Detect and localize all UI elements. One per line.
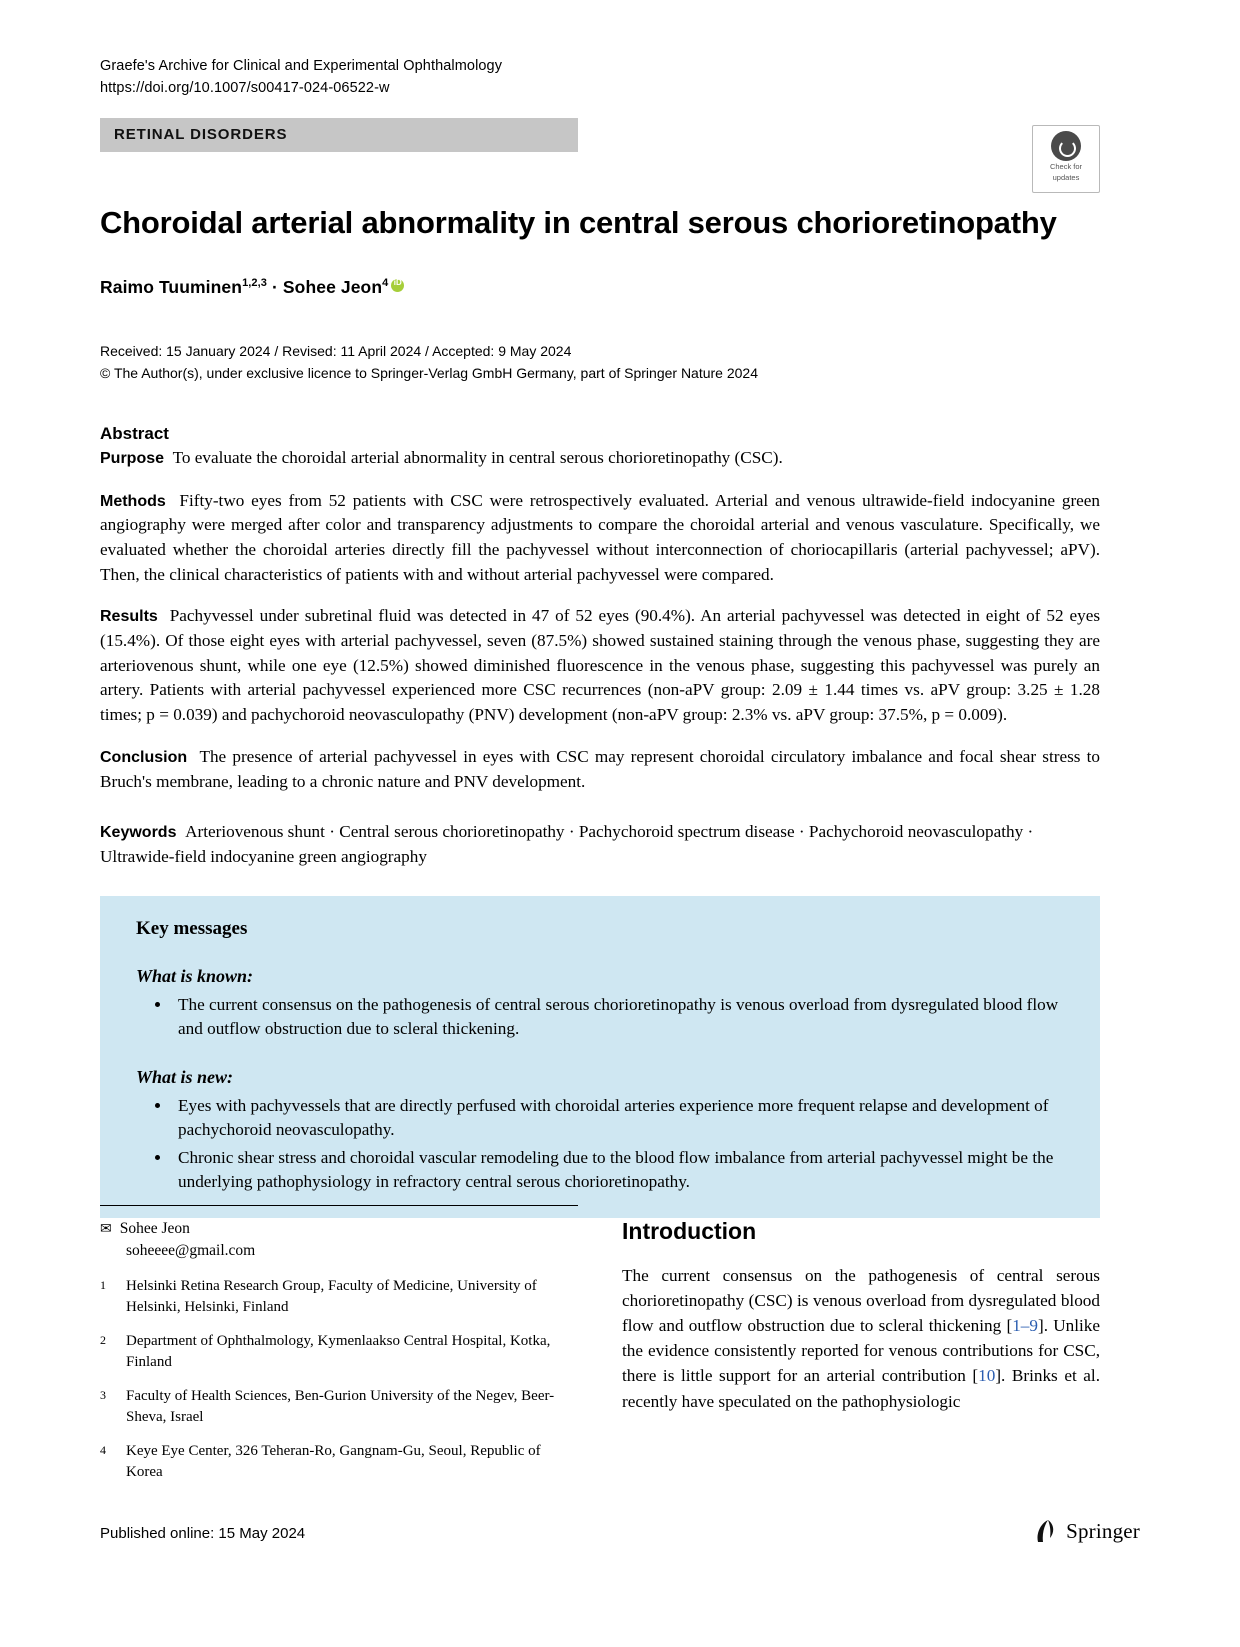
abstract-results-text: Pachyvessel under subretinal fluid was detected in 47 of 52 eyes (90.4%). An arterial pachyvessel was detected in eight of 52 eyes (15.4%). Of those eight eyes with arterial pachyvessel, seven (87.5%) showed sustained staining through the venous phase, suggesting they are arteriovenous shunt, while one eye (12.5%) showed diminished fluorescence in the venous phase, suggesting this pachyvessel was purely an artery. Patients with arterial pachyvessel experienced more CSC recurrences (non-aPV group: 2.09 ± 1.44 times vs. aPV group: 3.25 ± 1.28 times; p = 0.039) and pachychoroid neovasculopathy (PNV) development (non-aPV group: 2.3% vs. aPV group: 37.5%, p = 0.009). xyxy=(100,606,1101,725)
page-title: Choroidal arterial abnormality in central serous chorioretinopathy xyxy=(100,204,1057,240)
what-is-new-list xyxy=(150,1094,1078,1194)
abstract-heading: Abstract xyxy=(100,424,169,444)
abstract-purpose xyxy=(100,446,1100,471)
author-affil-marker-2: 4 xyxy=(382,276,389,289)
citation-link-1[interactable]: 1–9 xyxy=(1012,1316,1038,1336)
list-item: • The current consensus on the pathogenesis of central serous chorioretinopathy is venous overload from dysregulated blood flow and outflow obstruction due to scleral thickening. xyxy=(172,993,1078,1041)
introduction-paragraph xyxy=(622,1263,1100,1414)
corresponding-author-email[interactable]: soheeee@gmail.com xyxy=(126,1242,256,1260)
badge-line-1: Check for xyxy=(1049,162,1083,171)
abstract-conclusion-label: Conclusion xyxy=(100,748,188,766)
introduction-column xyxy=(622,1218,1100,1483)
abstract-results-label: Results xyxy=(100,608,158,626)
abstract-purpose-text: To evaluate the choroidal arterial abnormality in central serous chorioretinopathy (CSC). xyxy=(172,448,783,468)
keywords-label: Keywords xyxy=(100,824,177,842)
abstract-conclusion-text: The presence of arterial pachyvessel in eyes with CSC may represent choroidal circulatory imbalance and focal shear stress to Bruch's membrane, leading to a chronic nature and PNV development. xyxy=(100,746,1101,791)
affiliation-number: 3 xyxy=(100,1387,106,1402)
affiliation-text: Department of Ophthalmology, Kymenlaakso Central Hospital, Kotka, Finland xyxy=(126,1332,551,1370)
publisher-logo xyxy=(1034,1518,1140,1544)
affiliation-number: 4 xyxy=(100,1442,106,1457)
list-item: • Eyes with pachyvessels that are directly perfused with choroidal arteries experience more frequent relapse and development of pachychoroid neovasculopathy. xyxy=(172,1094,1078,1142)
author-affil-marker-1: 1,2,3 xyxy=(242,276,268,289)
publisher-name: Springer xyxy=(1066,1518,1140,1543)
envelope-icon: ✉ xyxy=(100,1222,112,1237)
springer-icon xyxy=(1034,1518,1058,1544)
abstract-methods xyxy=(100,489,1100,588)
abstract-conclusion xyxy=(100,745,1100,794)
page-content xyxy=(100,55,1100,1218)
intro-text-part-3: ]. Brinks et al. recently have speculated on the pathophysiologic xyxy=(622,1366,1100,1411)
list-item: • Chronic shear stress and choroidal vascular remodeling due to the blood flow imbalance from arterial pachyvessel might be the underlying pathophysiology in refractory central serous chorioretinopathy. xyxy=(172,1146,1078,1194)
orcid-icon[interactable] xyxy=(391,279,404,292)
affiliation-4 xyxy=(100,1441,578,1483)
affiliation-1 xyxy=(100,1276,578,1318)
keywords-block xyxy=(100,820,1100,869)
affiliation-number: 1 xyxy=(100,1277,106,1292)
author-separator: · xyxy=(267,276,283,297)
author-name-1[interactable]: Raimo Tuuminen xyxy=(100,276,243,297)
affiliation-3 xyxy=(100,1386,578,1428)
key-messages-box xyxy=(100,896,1100,1218)
key-messages-title: Key messages xyxy=(136,917,248,939)
section-banner-label: RETINAL DISORDERS xyxy=(114,126,288,144)
abstract-methods-label: Methods xyxy=(100,492,166,510)
intro-text-part-2: ]. Unlike the evidence consistently reported for venous contributions for CSC, there is little support for an arterial contribution [ xyxy=(622,1316,1100,1386)
affiliation-text: Keye Eye Center, 326 Teheran-Ro, Gangnam-Gu, Seoul, Republic of Korea xyxy=(126,1442,541,1480)
what-is-known-heading: What is known: xyxy=(136,965,254,986)
journal-name: Graefe's Archive for Clinical and Experimental Ophthalmology xyxy=(100,58,503,74)
what-is-new-heading: What is new: xyxy=(136,1066,234,1087)
abstract-purpose-label: Purpose xyxy=(100,450,165,468)
abstract-methods-text: Fifty-two eyes from 52 patients with CSC were retrospectively evaluated. Arterial and venous ultrawide-field indocyanine green angiography were merged after color and transparency adjustments to compare the choroidal arterial and venous vasculature. Specifically, we evaluated whether the choroidal arteries directly fill the pachyvessel without interconnection of choriocapillaris (arterial pachyvessel; aPV). Then, the clinical characteristics of patients with and without arterial pachyvessel were compared. xyxy=(100,490,1101,584)
author-name-2[interactable]: Sohee Jeon xyxy=(282,276,383,297)
footnote-divider xyxy=(100,1205,578,1206)
affiliation-text: Helsinki Retina Research Group, Faculty of Medicine, University of Helsinki, Helsinki, Finland xyxy=(126,1277,537,1315)
abstract-results xyxy=(100,604,1100,727)
copyright-line: © The Author(s), under exclusive licence to Springer-Verlag GmbH Germany, part of Springer Nature 2024 xyxy=(100,365,758,382)
intro-text-part-1: The current consensus on the pathogenesis of central serous chorioretinopathy (CSC) is venous overload from dysregulated blood flow and outflow obstruction due to scleral thickening [ xyxy=(622,1266,1100,1336)
introduction-heading: Introduction xyxy=(622,1218,757,1244)
article-dates: Received: 15 January 2024 / Revised: 11 April 2024 / Accepted: 9 May 2024 xyxy=(100,342,572,359)
footer-columns xyxy=(100,1205,1100,1483)
keywords-text: Arteriovenous shunt · Central serous chorioretinopathy · Pachychoroid spectrum disease · Pachychoroid neovasculopathy · Ultrawide-field indocyanine green angiography xyxy=(100,822,1034,867)
refresh-icon xyxy=(1051,131,1081,161)
corresponding-author-name: Sohee Jeon xyxy=(119,1220,190,1237)
affiliation-text: Faculty of Health Sciences, Ben-Gurion University of the Negev, Beer-Sheva, Israel xyxy=(126,1387,555,1425)
badge-line-2: updates xyxy=(1052,172,1080,182)
affiliation-number: 2 xyxy=(100,1332,106,1347)
doi-link[interactable]: https://doi.org/10.1007/s00417-024-06522-w xyxy=(100,80,390,97)
affiliations-column xyxy=(100,1218,578,1483)
published-online-date: Published online: 15 May 2024 xyxy=(100,1525,306,1542)
citation-link-2[interactable]: 10 xyxy=(978,1366,996,1386)
what-is-known-list xyxy=(150,993,1078,1041)
section-banner xyxy=(100,118,578,152)
author-list xyxy=(100,277,1100,298)
affiliation-2 xyxy=(100,1331,578,1373)
corresponding-author xyxy=(100,1218,578,1263)
check-for-updates-badge[interactable] xyxy=(1032,125,1100,193)
